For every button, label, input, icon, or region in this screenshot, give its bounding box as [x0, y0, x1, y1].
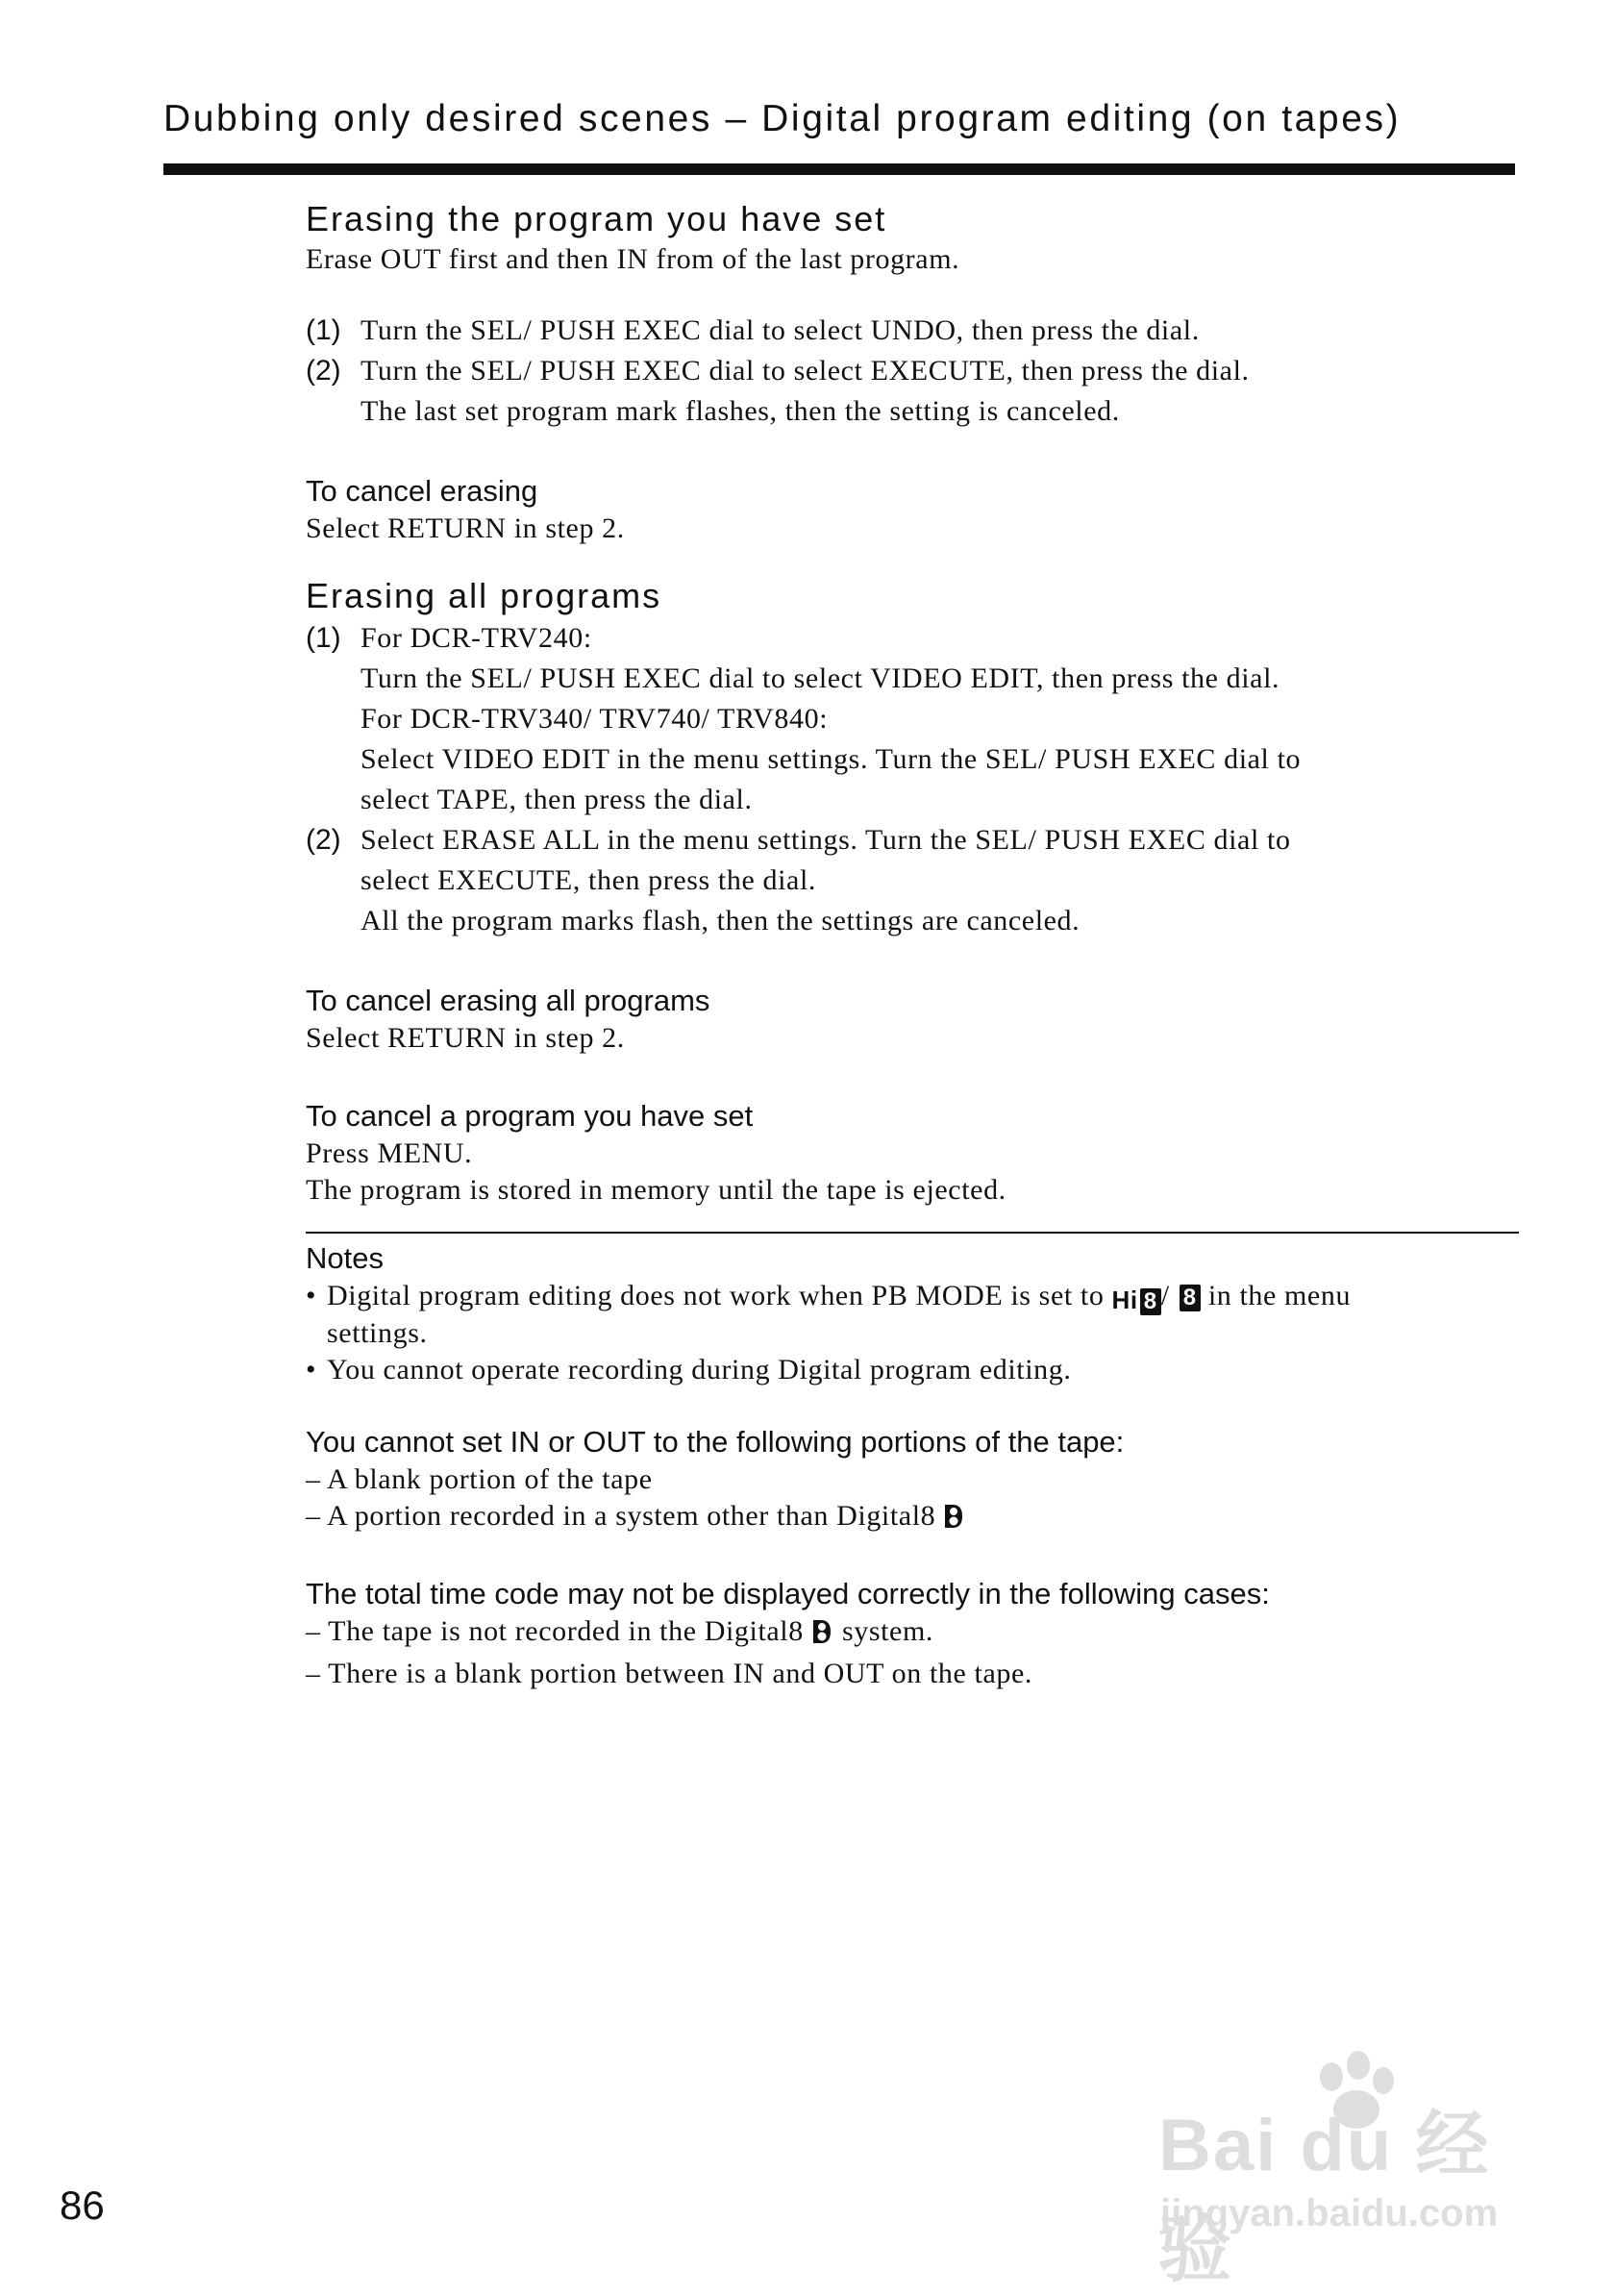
digital8-logo-icon — [941, 1502, 966, 1540]
step-text: Turn the SEL/ PUSH EXEC dial to select EXECUTE, then press the dial. — [360, 355, 1250, 387]
notes-rule — [306, 1232, 1519, 1234]
time-code-line-text: – The tape is not recorded in the Digital8 — [306, 1615, 804, 1647]
note-text: You cannot operate recording during Digital program editing. — [327, 1354, 1072, 1385]
step-number: (1) — [306, 314, 341, 346]
section-heading-erasing-program: Erasing the program you have set — [306, 199, 887, 238]
subheading-in-out: You cannot set IN or OUT to the following portions of the tape: — [306, 1425, 1125, 1459]
cancel-program-text: Press MENU. — [306, 1137, 473, 1169]
step-text: The last set program mark flashes, then the setting is canceled. — [360, 395, 1120, 427]
step-2 — [306, 820, 1519, 941]
step-text: Select VIDEO EDIT in the menu settings. Turn the SEL/ PUSH EXEC dial to — [360, 743, 1302, 775]
subheading-cancel-erasing: To cancel erasing — [306, 474, 538, 508]
baidu-jingyan-watermark — [1149, 2048, 1533, 2291]
header-rule — [163, 163, 1515, 175]
note-item — [306, 1278, 1519, 1352]
hi8-eight: 8 — [1140, 1288, 1161, 1315]
in-out-line — [306, 1498, 1519, 1540]
note-text: settings. — [327, 1317, 428, 1349]
step-number: (2) — [306, 824, 341, 856]
subheading-cancel-program: To cancel a program you have set — [306, 1099, 754, 1133]
section-intro: Erase OUT first and then IN from of the last program. — [306, 243, 960, 275]
time-code-line-text: system. — [841, 1615, 933, 1647]
note-item — [306, 1352, 1519, 1388]
step-text: Turn the SEL/ PUSH EXEC dial to select VIDEO EDIT, then press the dial. — [360, 662, 1280, 694]
step-text: Select ERASE ALL in the menu settings. Turn the SEL/ PUSH EXEC dial to — [360, 824, 1291, 856]
step-text: Turn the SEL/ PUSH EXEC dial to select UNDO, then press the dial. — [360, 314, 1200, 346]
cancel-erasing-all-text: Select RETURN in step 2. — [306, 1022, 625, 1054]
subheading-cancel-erasing-all: To cancel erasing all programs — [306, 984, 710, 1017]
bullet-dot: • — [306, 1280, 316, 1311]
slash: / — [1160, 1280, 1170, 1311]
step-text: select EXECUTE, then press the dial. — [360, 864, 816, 896]
hi8-label: Hi — [1111, 1285, 1138, 1314]
note-text-part: in the menu — [1207, 1280, 1352, 1311]
time-code-line — [306, 1613, 1519, 1656]
step-text: select TAPE, then press the dial. — [360, 784, 753, 815]
step-text: All the program marks flash, then the settings are canceled. — [360, 905, 1081, 936]
watermark-brand: Bai du 经验 — [1158, 2105, 1491, 2291]
in-out-line-text: – A portion recorded in a system other than Digital8 — [306, 1500, 936, 1532]
watermark-url: jingyan.baidu.com — [1160, 2192, 1499, 2234]
page-number: 86 — [60, 2183, 105, 2228]
step-text: For DCR-TRV240: — [360, 622, 592, 654]
bullet-dot: • — [306, 1354, 316, 1385]
step-number: (1) — [306, 622, 341, 654]
note-text — [327, 1278, 1351, 1315]
digital8-logo-icon — [809, 1617, 834, 1656]
note-text-part: Digital program editing does not work when PB MODE is set to — [327, 1280, 1105, 1311]
step-1 — [306, 618, 1519, 820]
page-header-title: Dubbing only desired scenes – Digital program editing (on tapes) — [163, 98, 1402, 139]
section-heading-erasing-all: Erasing all programs — [306, 576, 662, 615]
step-text: For DCR-TRV340/ TRV740/ TRV840: — [360, 703, 829, 735]
step-number: (2) — [306, 355, 341, 387]
step-2 — [306, 351, 1519, 432]
subheading-time-code: The total time code may not be displayed correctly in the following cases: — [306, 1577, 1270, 1610]
step-1 — [306, 311, 1519, 351]
main-content — [306, 197, 1519, 1692]
in-out-line: – A blank portion of the tape — [306, 1463, 653, 1495]
cancel-erasing-text: Select RETURN in step 2. — [306, 512, 625, 544]
time-code-line: – There is a blank portion between IN and OUT on the tape. — [306, 1658, 1032, 1689]
cancel-program-text: The program is stored in memory until the tape is ejected. — [306, 1174, 1006, 1206]
notes-heading: Notes — [306, 1241, 384, 1275]
hi8-icon — [1112, 1286, 1161, 1315]
video8-icon: 8 — [1180, 1285, 1201, 1311]
